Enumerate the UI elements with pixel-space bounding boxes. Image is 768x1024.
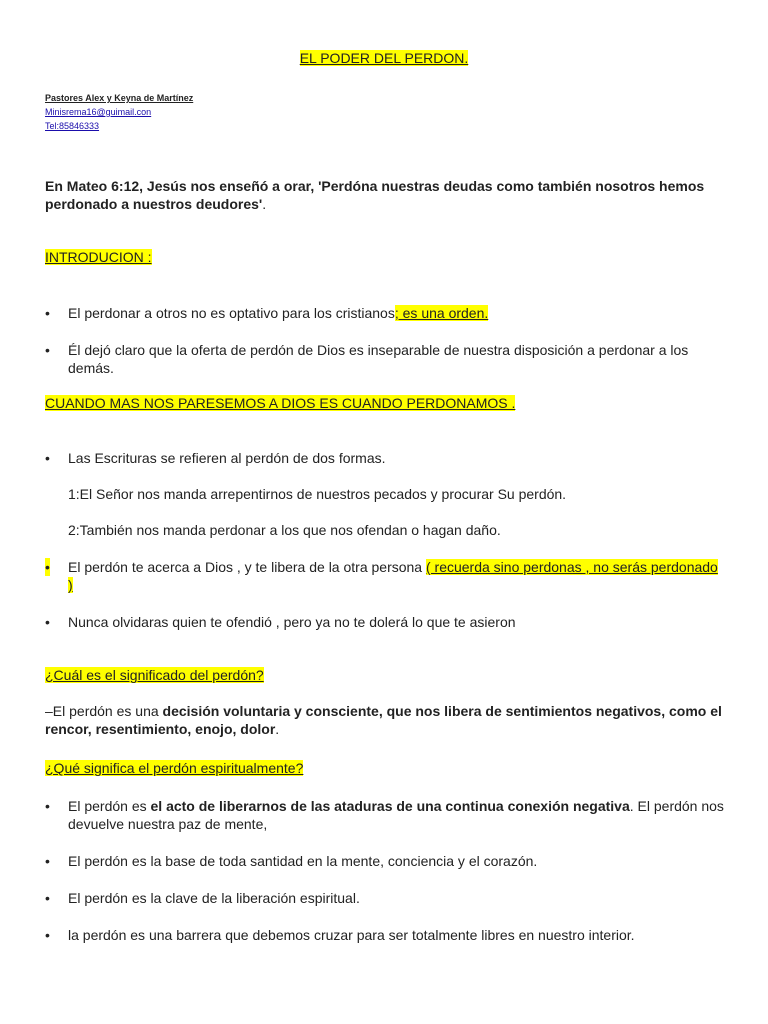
- bullet-icon: •: [45, 853, 50, 869]
- bullet-text: El perdón es la base de toda santidad en la mente, conciencia y el corazón.: [68, 853, 538, 869]
- bullet-end: . El perdón nos devuelve nuestra paz de mente,: [68, 798, 724, 832]
- email-link[interactable]: Minisrema16@guimail.con: [45, 107, 152, 117]
- bullet-icon: •: [45, 890, 50, 906]
- bullet-text: El perdón es: [68, 798, 151, 814]
- verse-text: En Mateo 6:12, Jesús nos enseñó a orar, 'Perdóna nuestras deudas como también nosotros hemos perdonado a nuestros deudores': [45, 178, 705, 212]
- question-1-answer: [45, 702, 725, 738]
- page-title: EL PODER DEL PERDON.: [299, 50, 469, 66]
- section2-heading: CUANDO MAS NOS PARESEMOS A DIOS ES CUANDO PERDONAMOS .: [45, 395, 516, 411]
- bullet-text: El perdonar a otros no es optativo para los cristianos: [68, 305, 395, 321]
- bullet-icon: •: [45, 305, 50, 321]
- bullet-text: Él dejó claro que la oferta de perdón de Dios es inseparable de nuestra disposición a perdonar a los demás.: [68, 342, 689, 376]
- bullet-text: El perdón es la clave de la liberación espiritual.: [68, 890, 360, 906]
- highlight-text: ( recuerda sino perdonas , no serás perdonado ): [68, 559, 718, 593]
- sub-point-1: 1:El Señor nos manda arrepentirnos de nuestros pecados y procurar Su perdón.: [68, 486, 567, 502]
- highlight-text: ; es una orden.: [394, 305, 489, 321]
- phone-link[interactable]: Tel:85846333: [45, 121, 100, 131]
- bullet-icon: •: [45, 559, 50, 575]
- bullet-icon: •: [45, 450, 50, 466]
- answer-prefix: –El perdón es una: [45, 703, 163, 719]
- verse-end: .: [262, 196, 267, 212]
- answer-end: .: [275, 721, 280, 737]
- sub-point-2: 2:También nos manda perdonar a los que nos ofendan o hagan daño.: [68, 522, 501, 538]
- intro-heading: INTRODUCION :: [45, 249, 152, 265]
- bullet-icon: •: [45, 342, 50, 358]
- bullet-text: Las Escrituras se refieren al perdón de dos formas.: [68, 450, 386, 466]
- bullet-text: El perdón te acerca a Dios , y te libera de la otra persona: [68, 559, 426, 575]
- question-1-heading: ¿Cuál es el significado del perdón?: [45, 667, 264, 683]
- bullet-bold: el acto de liberarnos de las ataduras de una continua conexión negativa: [150, 798, 630, 814]
- bullet-text: la perdón es una barrera que debemos cruzar para ser totalmente libres en nuestro interior.: [68, 927, 635, 943]
- bullet-text: Nunca olvidaras quien te ofendió , pero ya no te dolerá lo que te asieron: [68, 614, 516, 630]
- question-2-heading: ¿Qué significa el perdón espiritualmente?: [45, 760, 304, 776]
- bullet-icon: •: [45, 798, 50, 814]
- answer-bold: decisión voluntaria y consciente, que nos libera de sentimientos negativos, como el rencor, resentimiento, enojo, dolor: [45, 703, 722, 737]
- authors: Pastores Alex y Keyna de Martínez: [45, 93, 194, 103]
- bullet-icon: •: [45, 614, 50, 630]
- bullet-icon: •: [45, 927, 50, 943]
- verse-paragraph: [45, 177, 725, 213]
